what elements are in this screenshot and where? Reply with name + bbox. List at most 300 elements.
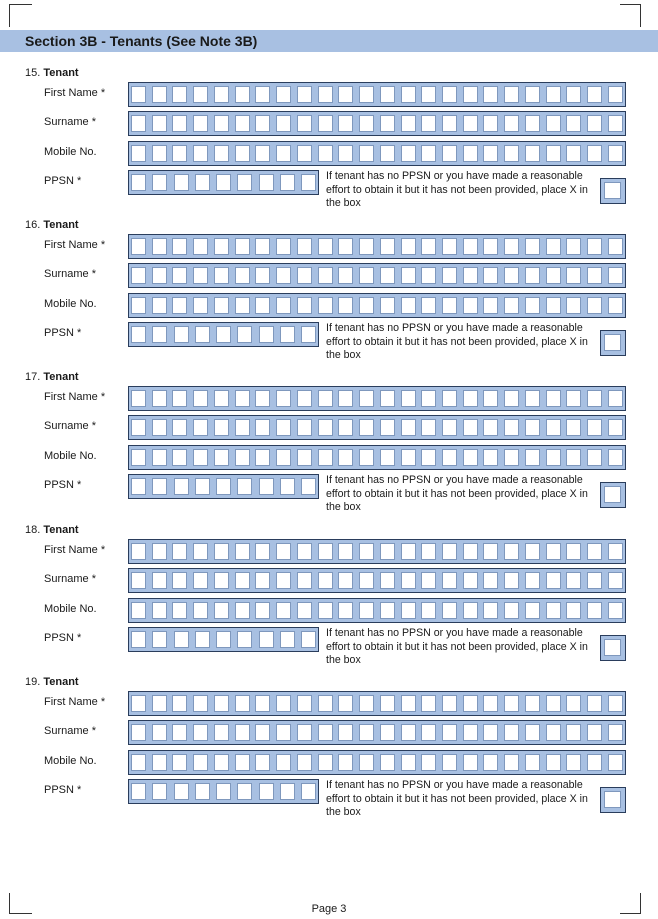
char-box[interactable] <box>152 238 167 255</box>
char-box[interactable] <box>255 543 270 560</box>
char-box[interactable] <box>174 631 189 648</box>
char-box[interactable] <box>195 478 210 495</box>
char-box[interactable] <box>172 754 187 771</box>
char-box[interactable] <box>442 754 457 771</box>
char-box[interactable] <box>131 267 146 284</box>
char-box[interactable] <box>276 86 291 103</box>
char-box[interactable] <box>380 390 395 407</box>
char-box[interactable] <box>276 543 291 560</box>
char-box[interactable] <box>608 267 623 284</box>
no-ppsn-checkbox[interactable] <box>600 482 626 508</box>
char-box[interactable] <box>401 724 416 741</box>
char-box[interactable] <box>504 238 519 255</box>
char-box[interactable] <box>359 297 374 314</box>
char-box[interactable] <box>297 449 312 466</box>
char-box[interactable] <box>152 478 167 495</box>
char-box[interactable] <box>546 390 561 407</box>
char-box[interactable] <box>463 419 478 436</box>
char-box[interactable] <box>195 326 210 343</box>
char-box[interactable] <box>608 86 623 103</box>
char-box[interactable] <box>259 174 274 191</box>
char-box[interactable] <box>587 297 602 314</box>
char-box[interactable] <box>587 390 602 407</box>
char-box[interactable] <box>318 238 333 255</box>
char-box[interactable] <box>504 572 519 589</box>
char-box[interactable] <box>338 390 353 407</box>
char-box[interactable] <box>301 478 316 495</box>
char-box[interactable] <box>525 297 540 314</box>
char-box[interactable] <box>421 145 436 162</box>
ppsn-input[interactable] <box>128 779 319 804</box>
char-box[interactable] <box>318 297 333 314</box>
char-box[interactable] <box>131 145 146 162</box>
char-box[interactable] <box>235 297 250 314</box>
char-box[interactable] <box>255 115 270 132</box>
char-box[interactable] <box>193 543 208 560</box>
mobile-no-input[interactable] <box>128 141 626 166</box>
char-box[interactable] <box>172 390 187 407</box>
char-box[interactable] <box>301 326 316 343</box>
first-name-input[interactable] <box>128 691 626 716</box>
char-box[interactable] <box>587 602 602 619</box>
char-box[interactable] <box>359 267 374 284</box>
char-box[interactable] <box>338 572 353 589</box>
char-box[interactable] <box>566 572 581 589</box>
char-box[interactable] <box>380 145 395 162</box>
char-box[interactable] <box>235 602 250 619</box>
char-box[interactable] <box>255 419 270 436</box>
char-box[interactable] <box>401 115 416 132</box>
char-box[interactable] <box>152 326 167 343</box>
char-box[interactable] <box>421 754 436 771</box>
char-box[interactable] <box>587 695 602 712</box>
char-box[interactable] <box>172 572 187 589</box>
char-box[interactable] <box>297 695 312 712</box>
char-box[interactable] <box>359 145 374 162</box>
char-box[interactable] <box>566 390 581 407</box>
char-box[interactable] <box>235 543 250 560</box>
char-box[interactable] <box>587 419 602 436</box>
char-box[interactable] <box>131 572 146 589</box>
char-box[interactable] <box>276 572 291 589</box>
char-box[interactable] <box>255 86 270 103</box>
char-box[interactable] <box>463 238 478 255</box>
char-box[interactable] <box>380 267 395 284</box>
char-box[interactable] <box>318 86 333 103</box>
char-box[interactable] <box>259 783 274 800</box>
char-box[interactable] <box>214 419 229 436</box>
char-box[interactable] <box>566 543 581 560</box>
char-box[interactable] <box>504 267 519 284</box>
char-box[interactable] <box>442 267 457 284</box>
char-box[interactable] <box>587 543 602 560</box>
char-box[interactable] <box>566 115 581 132</box>
char-box[interactable] <box>297 86 312 103</box>
char-box[interactable] <box>131 86 146 103</box>
char-box[interactable] <box>463 602 478 619</box>
char-box[interactable] <box>587 86 602 103</box>
char-box[interactable] <box>318 145 333 162</box>
char-box[interactable] <box>525 238 540 255</box>
char-box[interactable] <box>525 572 540 589</box>
char-box[interactable] <box>566 602 581 619</box>
char-box[interactable] <box>297 145 312 162</box>
char-box[interactable] <box>259 326 274 343</box>
char-box[interactable] <box>214 724 229 741</box>
char-box[interactable] <box>504 390 519 407</box>
char-box[interactable] <box>174 478 189 495</box>
char-box[interactable] <box>608 724 623 741</box>
char-box[interactable] <box>463 390 478 407</box>
char-box[interactable] <box>546 419 561 436</box>
char-box[interactable] <box>131 543 146 560</box>
char-box[interactable] <box>525 724 540 741</box>
char-box[interactable] <box>483 390 498 407</box>
char-box[interactable] <box>152 86 167 103</box>
char-box[interactable] <box>195 631 210 648</box>
char-box[interactable] <box>442 145 457 162</box>
char-box[interactable] <box>380 449 395 466</box>
char-box[interactable] <box>235 267 250 284</box>
char-box[interactable] <box>421 602 436 619</box>
char-box[interactable] <box>504 115 519 132</box>
char-box[interactable] <box>172 449 187 466</box>
char-box[interactable] <box>504 297 519 314</box>
no-ppsn-checkbox[interactable] <box>600 330 626 356</box>
char-box[interactable] <box>131 419 146 436</box>
char-box[interactable] <box>380 419 395 436</box>
char-box[interactable] <box>359 754 374 771</box>
char-box[interactable] <box>276 267 291 284</box>
char-box[interactable] <box>546 695 561 712</box>
char-box[interactable] <box>504 419 519 436</box>
char-box[interactable] <box>214 602 229 619</box>
char-box[interactable] <box>172 419 187 436</box>
char-box[interactable] <box>259 631 274 648</box>
char-box[interactable] <box>193 390 208 407</box>
char-box[interactable] <box>297 572 312 589</box>
char-box[interactable] <box>546 267 561 284</box>
char-box[interactable] <box>174 326 189 343</box>
surname-input[interactable] <box>128 568 626 593</box>
char-box[interactable] <box>172 115 187 132</box>
char-box[interactable] <box>338 754 353 771</box>
char-box[interactable] <box>401 86 416 103</box>
char-box[interactable] <box>255 724 270 741</box>
char-box[interactable] <box>546 602 561 619</box>
char-box[interactable] <box>259 478 274 495</box>
char-box[interactable] <box>174 174 189 191</box>
char-box[interactable] <box>193 449 208 466</box>
char-box[interactable] <box>318 695 333 712</box>
char-box[interactable] <box>442 86 457 103</box>
char-box[interactable] <box>131 724 146 741</box>
char-box[interactable] <box>131 238 146 255</box>
char-box[interactable] <box>608 419 623 436</box>
surname-input[interactable] <box>128 263 626 288</box>
mobile-no-input[interactable] <box>128 445 626 470</box>
char-box[interactable] <box>235 419 250 436</box>
char-box[interactable] <box>214 572 229 589</box>
char-box[interactable] <box>483 238 498 255</box>
char-box[interactable] <box>255 602 270 619</box>
char-box[interactable] <box>237 174 252 191</box>
char-box[interactable] <box>338 695 353 712</box>
char-box[interactable] <box>587 267 602 284</box>
char-box[interactable] <box>380 543 395 560</box>
char-box[interactable] <box>504 724 519 741</box>
char-box[interactable] <box>401 449 416 466</box>
char-box[interactable] <box>566 724 581 741</box>
char-box[interactable] <box>235 724 250 741</box>
char-box[interactable] <box>546 86 561 103</box>
char-box[interactable] <box>421 419 436 436</box>
char-box[interactable] <box>152 724 167 741</box>
char-box[interactable] <box>255 695 270 712</box>
char-box[interactable] <box>193 724 208 741</box>
char-box[interactable] <box>608 754 623 771</box>
char-box[interactable] <box>214 145 229 162</box>
char-box[interactable] <box>587 145 602 162</box>
char-box[interactable] <box>483 115 498 132</box>
char-box[interactable] <box>131 174 146 191</box>
char-box[interactable] <box>276 115 291 132</box>
char-box[interactable] <box>280 326 295 343</box>
char-box[interactable] <box>276 724 291 741</box>
char-box[interactable] <box>359 238 374 255</box>
char-box[interactable] <box>193 419 208 436</box>
char-box[interactable] <box>546 572 561 589</box>
char-box[interactable] <box>525 449 540 466</box>
char-box[interactable] <box>297 602 312 619</box>
char-box[interactable] <box>442 238 457 255</box>
char-box[interactable] <box>483 145 498 162</box>
char-box[interactable] <box>546 297 561 314</box>
char-box[interactable] <box>152 174 167 191</box>
char-box[interactable] <box>463 297 478 314</box>
char-box[interactable] <box>301 783 316 800</box>
char-box[interactable] <box>152 267 167 284</box>
char-box[interactable] <box>255 297 270 314</box>
char-box[interactable] <box>463 695 478 712</box>
char-box[interactable] <box>235 145 250 162</box>
char-box[interactable] <box>255 572 270 589</box>
char-box[interactable] <box>587 115 602 132</box>
first-name-input[interactable] <box>128 82 626 107</box>
char-box[interactable] <box>504 145 519 162</box>
char-box[interactable] <box>442 115 457 132</box>
char-box[interactable] <box>525 115 540 132</box>
char-box[interactable] <box>214 238 229 255</box>
first-name-input[interactable] <box>128 234 626 259</box>
char-box[interactable] <box>338 86 353 103</box>
first-name-input[interactable] <box>128 386 626 411</box>
char-box[interactable] <box>566 86 581 103</box>
char-box[interactable] <box>608 297 623 314</box>
char-box[interactable] <box>276 297 291 314</box>
char-box[interactable] <box>504 695 519 712</box>
char-box[interactable] <box>338 419 353 436</box>
char-box[interactable] <box>608 390 623 407</box>
char-box[interactable] <box>235 115 250 132</box>
char-box[interactable] <box>174 783 189 800</box>
char-box[interactable] <box>280 174 295 191</box>
ppsn-input[interactable] <box>128 474 319 499</box>
char-box[interactable] <box>442 572 457 589</box>
char-box[interactable] <box>276 754 291 771</box>
char-box[interactable] <box>401 602 416 619</box>
mobile-no-input[interactable] <box>128 293 626 318</box>
char-box[interactable] <box>338 602 353 619</box>
char-box[interactable] <box>504 602 519 619</box>
char-box[interactable] <box>380 297 395 314</box>
char-box[interactable] <box>546 754 561 771</box>
char-box[interactable] <box>421 86 436 103</box>
char-box[interactable] <box>255 449 270 466</box>
char-box[interactable] <box>421 238 436 255</box>
first-name-input[interactable] <box>128 539 626 564</box>
char-box[interactable] <box>483 86 498 103</box>
char-box[interactable] <box>608 145 623 162</box>
char-box[interactable] <box>380 695 395 712</box>
char-box[interactable] <box>421 297 436 314</box>
char-box[interactable] <box>152 390 167 407</box>
char-box[interactable] <box>442 724 457 741</box>
char-box[interactable] <box>280 631 295 648</box>
char-box[interactable] <box>214 115 229 132</box>
char-box[interactable] <box>131 695 146 712</box>
char-box[interactable] <box>401 572 416 589</box>
char-box[interactable] <box>297 115 312 132</box>
char-box[interactable] <box>195 783 210 800</box>
char-box[interactable] <box>152 631 167 648</box>
char-box[interactable] <box>546 238 561 255</box>
char-box[interactable] <box>483 297 498 314</box>
char-box[interactable] <box>421 267 436 284</box>
char-box[interactable] <box>546 724 561 741</box>
char-box[interactable] <box>483 449 498 466</box>
char-box[interactable] <box>131 115 146 132</box>
char-box[interactable] <box>401 695 416 712</box>
char-box[interactable] <box>255 145 270 162</box>
char-box[interactable] <box>297 267 312 284</box>
no-ppsn-checkbox-box[interactable] <box>604 791 621 808</box>
char-box[interactable] <box>297 238 312 255</box>
char-box[interactable] <box>401 267 416 284</box>
char-box[interactable] <box>318 449 333 466</box>
char-box[interactable] <box>421 449 436 466</box>
char-box[interactable] <box>338 267 353 284</box>
char-box[interactable] <box>525 145 540 162</box>
char-box[interactable] <box>152 695 167 712</box>
char-box[interactable] <box>172 145 187 162</box>
ppsn-input[interactable] <box>128 627 319 652</box>
char-box[interactable] <box>338 449 353 466</box>
char-box[interactable] <box>214 449 229 466</box>
char-box[interactable] <box>483 695 498 712</box>
char-box[interactable] <box>463 86 478 103</box>
char-box[interactable] <box>235 572 250 589</box>
char-box[interactable] <box>338 115 353 132</box>
char-box[interactable] <box>235 238 250 255</box>
char-box[interactable] <box>237 631 252 648</box>
char-box[interactable] <box>193 572 208 589</box>
char-box[interactable] <box>318 267 333 284</box>
char-box[interactable] <box>421 695 436 712</box>
char-box[interactable] <box>380 754 395 771</box>
char-box[interactable] <box>380 572 395 589</box>
char-box[interactable] <box>483 602 498 619</box>
char-box[interactable] <box>276 449 291 466</box>
char-box[interactable] <box>608 238 623 255</box>
ppsn-input[interactable] <box>128 322 319 347</box>
char-box[interactable] <box>338 145 353 162</box>
char-box[interactable] <box>131 478 146 495</box>
char-box[interactable] <box>172 297 187 314</box>
char-box[interactable] <box>216 631 231 648</box>
char-box[interactable] <box>301 174 316 191</box>
char-box[interactable] <box>318 724 333 741</box>
char-box[interactable] <box>483 267 498 284</box>
char-box[interactable] <box>276 390 291 407</box>
char-box[interactable] <box>297 419 312 436</box>
ppsn-input[interactable] <box>128 170 319 195</box>
char-box[interactable] <box>359 695 374 712</box>
char-box[interactable] <box>525 419 540 436</box>
char-box[interactable] <box>525 390 540 407</box>
char-box[interactable] <box>359 86 374 103</box>
surname-input[interactable] <box>128 720 626 745</box>
char-box[interactable] <box>193 695 208 712</box>
char-box[interactable] <box>525 695 540 712</box>
char-box[interactable] <box>463 543 478 560</box>
char-box[interactable] <box>152 602 167 619</box>
char-box[interactable] <box>504 754 519 771</box>
char-box[interactable] <box>359 390 374 407</box>
char-box[interactable] <box>172 695 187 712</box>
char-box[interactable] <box>359 602 374 619</box>
char-box[interactable] <box>216 174 231 191</box>
char-box[interactable] <box>193 267 208 284</box>
char-box[interactable] <box>504 449 519 466</box>
char-box[interactable] <box>131 449 146 466</box>
char-box[interactable] <box>255 754 270 771</box>
char-box[interactable] <box>301 631 316 648</box>
char-box[interactable] <box>401 390 416 407</box>
char-box[interactable] <box>546 145 561 162</box>
char-box[interactable] <box>193 602 208 619</box>
char-box[interactable] <box>193 145 208 162</box>
char-box[interactable] <box>401 419 416 436</box>
char-box[interactable] <box>442 449 457 466</box>
char-box[interactable] <box>525 267 540 284</box>
char-box[interactable] <box>152 115 167 132</box>
char-box[interactable] <box>214 390 229 407</box>
char-box[interactable] <box>235 754 250 771</box>
char-box[interactable] <box>587 724 602 741</box>
char-box[interactable] <box>483 572 498 589</box>
char-box[interactable] <box>172 543 187 560</box>
char-box[interactable] <box>193 86 208 103</box>
char-box[interactable] <box>421 390 436 407</box>
char-box[interactable] <box>172 86 187 103</box>
char-box[interactable] <box>318 419 333 436</box>
char-box[interactable] <box>193 115 208 132</box>
char-box[interactable] <box>483 724 498 741</box>
char-box[interactable] <box>318 115 333 132</box>
char-box[interactable] <box>318 390 333 407</box>
char-box[interactable] <box>566 754 581 771</box>
